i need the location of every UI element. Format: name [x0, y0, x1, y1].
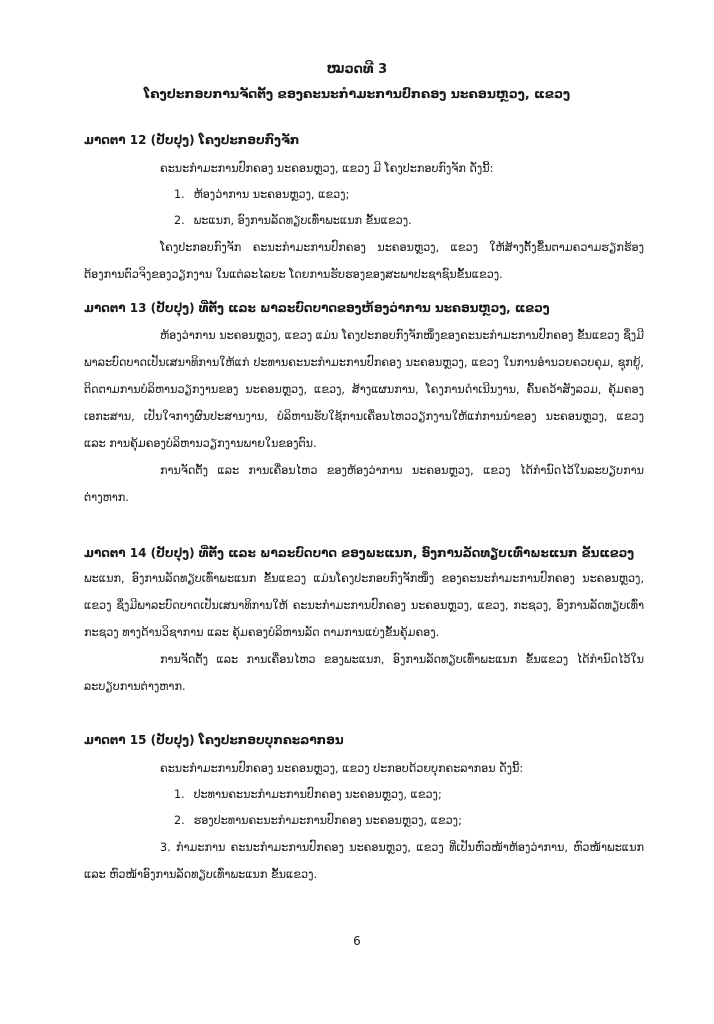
- list-number: 2.: [174, 814, 185, 827]
- list-item: [84, 208, 644, 234]
- list-item: [84, 182, 644, 208]
- paragraph: ການຈັດຕັ້ງ ແລະ ການເຄື່ອນໄຫວ ຂອງພະແນກ, ອົງການລັດທຽບເທົ່າພະແນກ ຂັ້ນແຂວງ ໄດ້ກຳນົດໄວ້ໃນລະບຽບການຕ່າງຫາກ.: [84, 653, 644, 693]
- list-text: ຫ້ອງວ່າການ ນະຄອນຫຼວງ, ແຂວງ;: [193, 188, 350, 201]
- article-intro: ຄະນະກຳມະການປົກຄອງ ນະຄອນຫຼວງ, ແຂວງ ປະກອບດ້ວຍບຸກຄະລາກອນ ດັ່ງນີ້:: [160, 762, 524, 775]
- article-heading: ມາດຕາ 13 (ປັບປຸງ) ທີ່ຕັ້ງ ແລະ ພາລະບົດບາດຂອງຫ້ອງວ່າການ ນະຄອນຫຼວງ, ແຂວງ: [84, 301, 550, 315]
- list-item: [84, 782, 644, 808]
- article-12: [84, 130, 644, 288]
- chapter-subtitle: ໂຄງປະກອບການຈັດຕັ້ງ ຂອງຄະນະກຳມະການປົກຄອງ ນະຄອນຫຼວງ, ແຂວງ: [143, 86, 571, 101]
- paragraph: 3. ກຳມະການ ຄະນະກຳມະການປົກຄອງ ນະຄອນຫຼວງ, ແຂວງ ທີ່ເປັນຫົວໜ້າຫ້ອງວ່າການ, ຫົວໜ້າພະແນກ ແລະ ຫົວໜ້າອົງການລັດທຽບເທົ່າພະແນກ ຂັ້ນແຂວງ.: [84, 841, 644, 881]
- list-text: ຮອງປະທານຄະນະກຳມະການປົກຄອງ ນະຄອນຫຼວງ, ແຂວງ;: [193, 814, 462, 827]
- article-15: [84, 730, 644, 888]
- article-intro: ຄະນະກຳມະການປົກຄອງ ນະຄອນຫຼວງ, ແຂວງ ມີ ໂຄງປະກອບກົງຈັກ ດັ່ງນີ້:: [160, 162, 494, 175]
- list-text: ປະທານຄະນະກຳມະການປົກຄອງ ນະຄອນຫຼວງ, ແຂວງ;: [193, 788, 442, 801]
- list-number: 1.: [174, 188, 185, 201]
- chapter-title: ໝວດທີ 3: [326, 62, 388, 77]
- list-item: [84, 808, 644, 834]
- paragraph: ການຈັດຕັ້ງ ແລະ ການເຄື່ອນໄຫວ ຂອງຫ້ອງວ່າການ ນະຄອນຫຼວງ, ແຂວງ ໄດ້ກຳນົດໄວ້ໃນລະບຽບການຕ່າງຫາກ.: [84, 464, 644, 504]
- paragraph: ໂຄງປະກອບກົງຈັກ ຄະນະກຳມະການປົກຄອງ ນະຄອນຫຼວງ, ແຂວງ ໃຫ້ສ້າງຕັ້ງຂຶ້ນຕາມຄວາມຮຽກຮ້ອງຕ້ອງການຕົວຈິງຂອງວຽກງານ ໃນແຕ່ລະໄລຍະ ໂດຍການຮັບຮອງຂອງສະພາປະຊາຊົນຂັ້ນແຂວງ.: [84, 241, 644, 281]
- article-13: [84, 298, 644, 511]
- list-number: 1.: [174, 788, 185, 801]
- paragraph: ຫ້ອງວ່າການ ນະຄອນຫຼວງ, ແຂວງ ແມ່ນ ໂຄງປະກອບກົງຈັກໜຶ່ງຂອງຄະນະກຳມະການປົກຄອງ ຂັ້ນແຂວງ ຊຶ່ງມີພາລະບົດບາດເປັນເສນາທິການໃຫ້ແກ່ ປະທານຄະນະກຳມະການປົກຄອງ ນະຄອນຫຼວງ, ແຂວງ ໃນການອຳນວຍຄວບຄຸມ, ຊຸກຍູ້, ຕິດຕາມການບໍລິຫານວຽກງານຂອງ ນະຄອນຫຼວງ, ແຂວງ, ສ້າງແຜນການ, ໂຄງການດຳເນີນງານ, ຄົ້ນຄວ້າສັງລວມ, ຄຸ້ມຄອງເອກະສານ, ເປັນໃຈກາງຜົນປະສານງານ, ບໍລິຫານຮັບໃຊ້ການເຄື່ອນໄຫວວຽກງານໃຫ້ແກ່ການນຳຂອງ ນະຄອນຫຼວງ, ແຂວງ ແລະ ການຄຸ້ມຄອງບໍລິຫານວຽກງານພາຍໃນຂອງຕົນ.: [84, 329, 644, 450]
- paragraph: ພະແນກ, ອົງການລັດທຽບເທົ່າພະແນກ ຂັ້ນແຂວງ ແມ່ນໂຄງປະກອບກົງຈັກໜຶ່ງ ຂອງຄະນະກຳມະການປົກຄອງ ນະຄອນຫຼວງ, ແຂວງ ຊຶ່ງມີພາລະບົດບາດເປັນເສນາທິການໃຫ້ ຄະນະກຳມະການປົກຄອງ ນະຄອນຫຼວງ, ແຂວງ, ກະຊວງ, ອົງການລັດທຽບເທົ່າກະຊວງ ທາງດ້ານວິຊາການ ແລະ ຄຸ້ມຄອງບໍລິຫານລັດ ຕາມການແບ່ງຂັ້ນຄຸ້ມຄອງ.: [84, 572, 644, 639]
- article-heading: ມາດຕາ 14 (ປັບປຸງ) ທີ່ຕັ້ງ ແລະ ພາລະບົດບາດ ຂອງພະແນກ, ອົງການລັດທຽບເທົ່າພະແນກ ຂັ້ນແຂວງ: [84, 546, 635, 560]
- article-heading: ມາດຕາ 15 (ປັບປຸງ) ໂຄງປະກອບບຸກຄະລາກອນ: [84, 733, 344, 747]
- page-number: 6: [353, 934, 361, 948]
- list-number: 2.: [174, 214, 185, 227]
- article-heading: ມາດຕາ 12 (ປັບປຸງ) ໂຄງປະກອບກົງຈັກ: [84, 133, 300, 147]
- list-text: ພະແນກ, ອົງການລັດທຽບເທົ່າພະແນກ ຂັ້ນແຂວງ.: [193, 214, 412, 227]
- article-14: [84, 543, 644, 700]
